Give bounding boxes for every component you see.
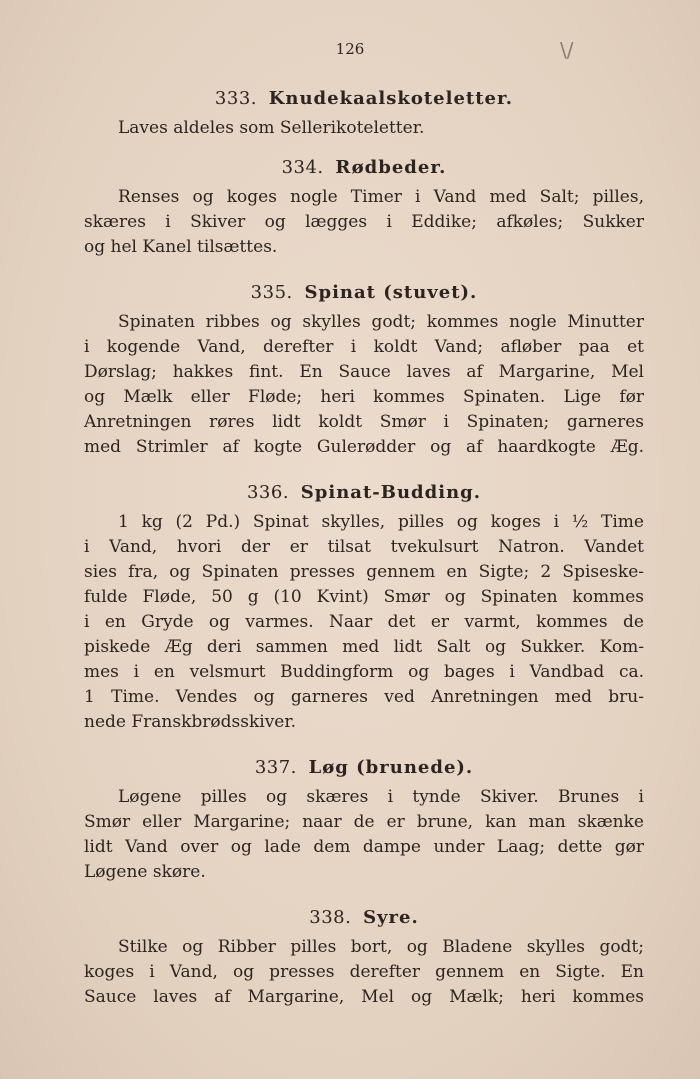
text-line: nede Franskbrødsskiver. — [84, 712, 297, 732]
text-line: Dørslag; hakkes fint. En Sauce laves af Margarine, Mel — [84, 362, 644, 382]
text-line: Anretningen røres lidt koldt Smør i Spinaten; garneres — [84, 412, 644, 432]
recipe-text — [84, 510, 644, 735]
recipe-title: Knudekaalskoteletter. — [268, 88, 514, 109]
text-line: sies fra, og Spinaten presses gennem en Sigte; 2 Spiseske- — [84, 562, 644, 582]
text-line: Stilke og Ribber pilles bort, og Bladene skylles godt; — [118, 937, 644, 957]
recipe-number: 334. — [281, 157, 324, 178]
recipe-text — [84, 935, 644, 1010]
recipe-333 — [84, 86, 644, 141]
recipe-335 — [84, 280, 644, 460]
recipe-number: 336. — [246, 482, 290, 503]
recipe-334 — [84, 155, 644, 260]
recipe-heading — [84, 86, 644, 112]
text-line: piskede Æg deri sammen med lidt Salt og Sukker. Kom- — [84, 637, 644, 657]
recipe-number: 333. — [214, 88, 257, 109]
recipe-title: Rødbeder. — [335, 157, 447, 178]
text-line: 1 Time. Vendes og garneres ved Anretningen med bru- — [84, 687, 644, 707]
margin-pencil-mark: \/ — [560, 38, 574, 62]
text-line: Løgene pilles og skæres i tynde Skiver. Brunes i — [118, 787, 644, 807]
text-line: lidt Vand over og lade dem dampe under Laag; dette gør — [84, 837, 644, 857]
recipe-338 — [84, 905, 644, 1010]
page-content — [84, 86, 644, 1030]
text-line: mes i en velsmurt Buddingform og bages i Vandbad ca. — [84, 662, 644, 682]
recipe-heading — [84, 155, 644, 181]
recipe-heading — [84, 755, 644, 781]
recipe-title: Løg (brunede). — [308, 757, 474, 778]
text-line: og hel Kanel tilsættes. — [84, 237, 278, 257]
text-line: Renses og koges nogle Timer i Vand med Salt; pilles, — [118, 187, 644, 207]
text-line: fulde Fløde, 50 g (10 Kvint) Smør og Spinaten kommes — [84, 587, 644, 607]
page-number: 126 — [335, 40, 365, 58]
text-line: Spinaten ribbes og skylles godt; kommes nogle Minutter — [118, 312, 644, 332]
text-line: og Mælk eller Fløde; heri kommes Spinaten. Lige før — [84, 387, 644, 407]
recipe-number: 338. — [309, 907, 352, 928]
text-line: i en Gryde og varmes. Naar det er varmt, kommes de — [84, 612, 644, 632]
text-line: i kogende Vand, derefter i koldt Vand; afløber paa et — [84, 337, 644, 357]
text-line: 1 kg (2 Pd.) Spinat skylles, pilles og koges i ½ Time — [118, 512, 644, 532]
recipe-336 — [84, 480, 644, 735]
recipe-text — [84, 116, 644, 141]
recipe-title: Spinat-Budding. — [300, 482, 482, 503]
recipe-heading — [84, 905, 644, 931]
recipe-title: Spinat (stuvet). — [304, 282, 478, 303]
recipe-number: 337. — [254, 757, 297, 778]
recipe-text — [84, 785, 644, 885]
text-line: i Vand, hvori der er tilsat tvekulsurt Natron. Vandet — [84, 537, 644, 557]
text-line: Laves aldeles som Sellerikoteletter. — [118, 118, 425, 138]
recipe-number: 335. — [250, 282, 293, 303]
recipe-text — [84, 310, 644, 460]
text-line: med Strimler af kogte Gulerødder og af haardkogte Æg. — [84, 437, 644, 457]
text-line: skæres i Skiver og lægges i Eddike; afkøles; Sukker — [84, 212, 644, 232]
text-line: Løgene skøre. — [84, 862, 206, 882]
recipe-text — [84, 185, 644, 260]
text-line: koges i Vand, og presses derefter gennem en Sigte. En — [84, 962, 644, 982]
recipe-337 — [84, 755, 644, 885]
recipe-heading — [84, 280, 644, 306]
text-line: Sauce laves af Margarine, Mel og Mælk; heri kommes — [84, 987, 644, 1007]
text-line: Smør eller Margarine; naar de er brune, kan man skænke — [84, 812, 644, 832]
recipe-heading — [84, 480, 644, 506]
recipe-title: Syre. — [363, 907, 419, 928]
